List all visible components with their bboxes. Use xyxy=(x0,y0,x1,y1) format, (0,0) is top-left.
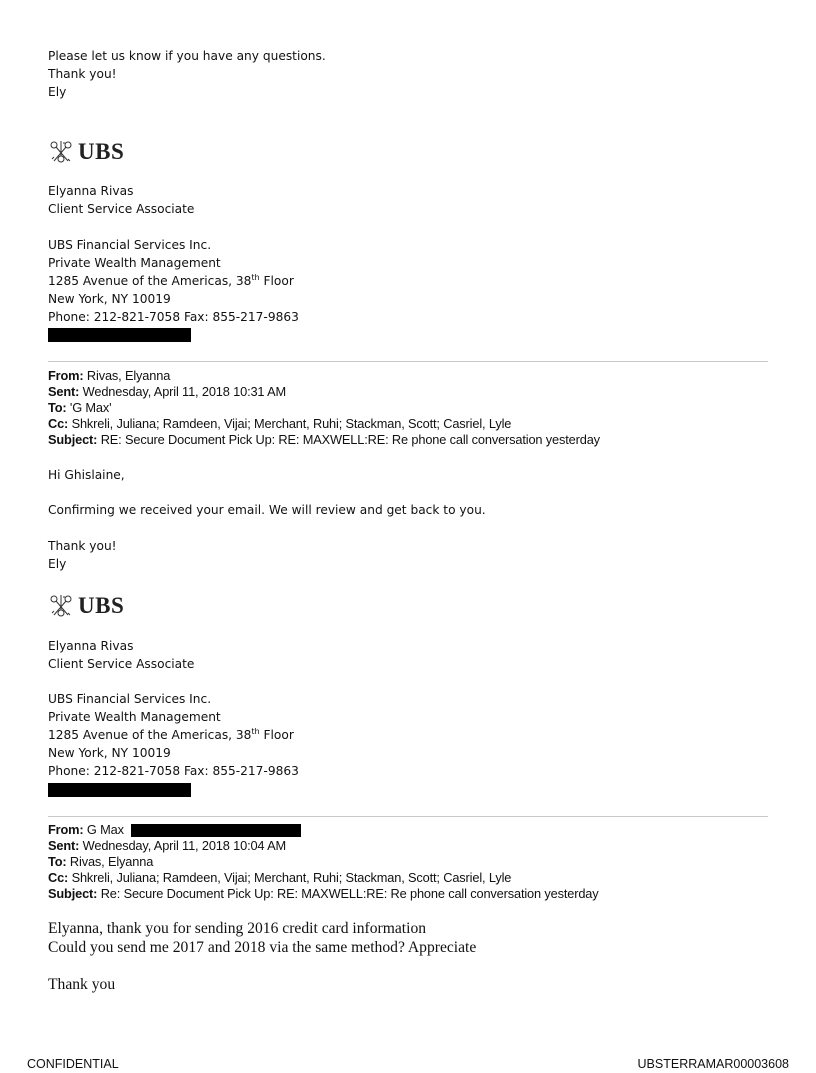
ubs-logo xyxy=(48,139,124,165)
email2-body-line-2: Could you send me 2017 and 2018 via the same method? Appreciate xyxy=(48,939,477,956)
redaction-block xyxy=(48,783,191,797)
email1-greeting: Hi Ghislaine, xyxy=(48,468,125,482)
subject-label: Subject: xyxy=(48,886,98,901)
sig-phone: Phone: 212-821-7058 Fax: 855-217-9863 xyxy=(48,764,299,778)
email1-sign: Ely xyxy=(48,557,67,571)
sig-name: Elyanna Rivas xyxy=(48,184,134,198)
redaction-block xyxy=(48,328,191,342)
sig-address-sup: th xyxy=(251,727,260,736)
sig-name: Elyanna Rivas xyxy=(48,639,134,653)
sig-address-main: 1285 Avenue of the Americas, 38 xyxy=(48,728,252,742)
from-label: From: xyxy=(48,368,84,383)
divider xyxy=(48,816,768,817)
subject-value: Re: Secure Document Pick Up: RE: MAXWELL:RE: Re phone call conversation yesterday xyxy=(97,886,599,901)
sent-value: Wednesday, April 11, 2018 10:31 AM xyxy=(79,384,286,399)
email1-subject xyxy=(48,432,600,448)
sig-phone: Phone: 212-821-7058 Fax: 855-217-9863 xyxy=(48,310,299,324)
email1-from xyxy=(48,368,170,384)
email1-sent xyxy=(48,384,286,400)
sig-city: New York, NY 10019 xyxy=(48,746,171,760)
email2-subject xyxy=(48,886,599,902)
to-label: To: xyxy=(48,400,67,415)
sig-title: Client Service Associate xyxy=(48,657,195,671)
to-value: Rivas, Elyanna xyxy=(66,854,154,869)
email2-body-line-1: Elyanna, thank you for sending 2016 credit card information xyxy=(48,920,427,937)
intro-line-1: Please let us know if you have any questions. xyxy=(48,49,326,63)
email2-sent xyxy=(48,838,286,854)
from-label: From: xyxy=(48,822,84,837)
from-value: G Max xyxy=(83,822,124,837)
email2-to xyxy=(48,854,153,870)
cc-value: Shkreli, Juliana; Ramdeen, Vijai; Merchant, Ruhi; Stackman, Scott; Casriel, Lyle xyxy=(68,416,512,431)
sig-company: UBS Financial Services Inc. xyxy=(48,692,212,706)
sig-address-floor: Floor xyxy=(259,274,294,288)
ubs-logo-text: UBS xyxy=(78,139,125,164)
sent-label: Sent: xyxy=(48,384,80,399)
email2-closing: Thank you xyxy=(48,976,116,993)
cc-value: Shkreli, Juliana; Ramdeen, Vijai; Merchant, Ruhi; Stackman, Scott; Casriel, Lyle xyxy=(68,870,512,885)
ubs-logo-text: UBS xyxy=(78,593,125,618)
from-value: Rivas, Elyanna xyxy=(83,368,171,383)
divider xyxy=(48,361,768,362)
sig-division: Private Wealth Management xyxy=(48,710,221,724)
sig-address xyxy=(48,726,294,744)
cc-label: Cc: xyxy=(48,416,69,431)
cc-label: Cc: xyxy=(48,870,69,885)
footer-confidential: CONFIDENTIAL xyxy=(27,1057,119,1071)
subject-label: Subject: xyxy=(48,432,98,447)
intro-line-3: Ely xyxy=(48,85,67,99)
to-label: To: xyxy=(48,854,67,869)
sig-address xyxy=(48,272,294,290)
ubs-logo xyxy=(48,593,124,619)
ubs-keys-icon xyxy=(48,139,74,165)
sent-value: Wednesday, April 11, 2018 10:04 AM xyxy=(79,838,286,853)
email1-body: Confirming we received your email. We will review and get back to you. xyxy=(48,503,486,517)
sig-address-sup: th xyxy=(251,273,260,282)
subject-value: RE: Secure Document Pick Up: RE: MAXWELL:RE: Re phone call conversation yesterday xyxy=(97,432,600,447)
email1-cc xyxy=(48,416,511,432)
sig-address-floor: Floor xyxy=(259,728,294,742)
sig-title: Client Service Associate xyxy=(48,202,195,216)
redaction-block xyxy=(131,824,301,837)
sig-company: UBS Financial Services Inc. xyxy=(48,238,212,252)
email1-to xyxy=(48,400,111,416)
email2-cc xyxy=(48,870,511,886)
to-value: 'G Max' xyxy=(66,400,112,415)
sig-city: New York, NY 10019 xyxy=(48,292,171,306)
email2-from xyxy=(48,822,124,838)
email1-closing: Thank you! xyxy=(48,539,117,553)
intro-line-2: Thank you! xyxy=(48,67,117,81)
sig-address-main: 1285 Avenue of the Americas, 38 xyxy=(48,274,252,288)
sent-label: Sent: xyxy=(48,838,80,853)
footer-bates-number: UBSTERRAMAR00003608 xyxy=(637,1057,789,1071)
sig-division: Private Wealth Management xyxy=(48,256,221,270)
ubs-keys-icon xyxy=(48,593,74,619)
